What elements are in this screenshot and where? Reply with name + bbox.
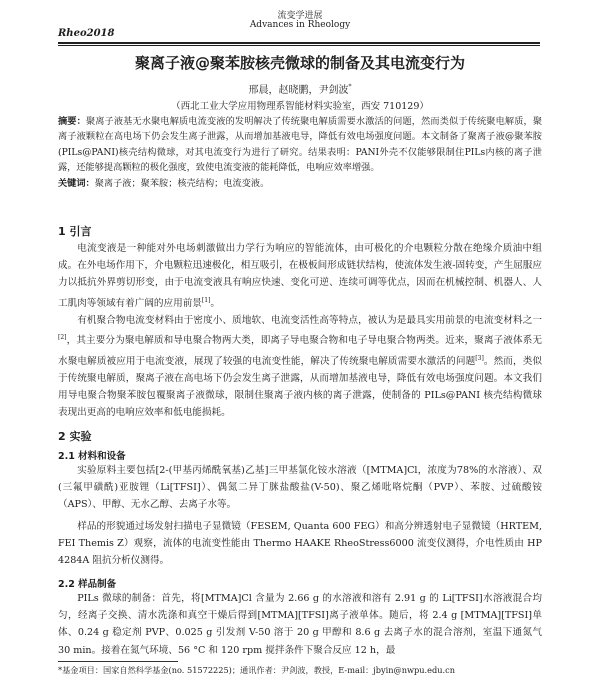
equipment-paragraph: 样品的形貌通过场发射扫描电子显微镜（FESEM, Quanta 600 FEG）和高分辨透射电子显微镜（HRTEM, FEI Themis Z）观察，流体的电流变性能由 Thermo HAAKE RheoStress6000 流变仪测得，介电性质由 HP 4284A 阻抗分析仪测得。 — [58, 520, 542, 567]
intro-paragraph-2b: ，其主要分为聚电解质和导电聚合物两大类，即离子导电聚合物和电子导电聚合物两类。近来，聚离子液体系无水聚电解质被应用于电流变液，展现了较强的电流变性能，解决了传统聚电解质需要水激活的问题 — [58, 335, 542, 367]
header-rule-thin — [58, 45, 540, 46]
footnote: *基金项目：国家自然科学基金(no. 51572225)；通讯作者：尹剑波，教授，E-mail：jbyin@nwpu.edu.cn — [58, 665, 455, 675]
subsection-heading-preparation: 2.2 样品制备 — [58, 579, 117, 590]
journal-logo: Rheo2018 — [58, 28, 115, 39]
abstract — [58, 114, 542, 191]
materials-body — [58, 462, 542, 569]
keywords-label: 关键词： — [58, 177, 95, 189]
citation-2: [2] — [58, 334, 67, 342]
section-heading-intro: 1 引言 — [58, 225, 92, 238]
citation-1: [1] — [201, 296, 211, 304]
affiliation: （西北工业大学应用物理系智能材料实验室，西安 710129） — [171, 101, 429, 112]
intro-paragraph-2a: 有机聚合物电流变材料由于密度小、质地软、电流变活性高等特点，被认为是最具实用前景的电流变材料之一 — [77, 315, 542, 326]
header-rule — [58, 42, 540, 44]
journal-name-en: Advances in Rheology — [249, 20, 351, 30]
author-mark: * — [348, 83, 352, 91]
author-names: 邢晨，赵晓鹏，尹剑波 — [248, 85, 349, 96]
journal-name-cn: 流变学进展 — [277, 11, 323, 21]
paper-title: 聚离子液@聚苯胺核壳微球的制备及其电流变行为 — [134, 54, 465, 72]
intro-paragraph-1: 电流变液是一种能对外电场刺激做出力学行为响应的智能流体，由可极化的介电颗粒分散在绝缘介质油中组成。在外电场作用下，介电颗粒迅速极化，相互吸引，在极板间形成链状结构，使流体发生液-固转变，产生屈服应力以抵抗外界剪切形变，由于电流变液具有响应快速、变化可逆、连续可调等优点，因而在机械控制、机器人、人工肌肉等领域有着广阔的应用前景 — [58, 243, 542, 309]
intro-paragraph-2c: 。然而，类似于传统聚电解质，聚离子液在高电场下仍会发生离子泄露，从而增加基液电导，降低有效电场强度问题。本文我们用导电聚合物聚苯胺包覆聚离子液微球，限制住聚离子液内核的离子泄露，使制备的 PILs@PANI 核壳结构微球表现出更高的电响应效率和低电能损耗。 — [58, 355, 543, 419]
preparation-body — [58, 590, 542, 659]
author-list — [0, 81, 600, 96]
section-heading-experiment: 2 实验 — [58, 430, 92, 443]
subsection-heading-materials: 2.1 材料和设备 — [58, 451, 126, 462]
preparation-paragraph: PILs 微球的制备：首先，将[MTMA]Cl 含量为 2.66 g 的水溶液和溶有 2.91 g 的 Li[TFSI]水溶液混合均匀，经离子交换、清水洗涤和真空干燥后得到[MTMA][TFSI]离子液单体。随后，将 2.4 g [MTMA][TFSI]单体、0.24 g 稳定剂 PVP、0.025 g 引发剂 V-50 溶于 20 g 甲醇和 8.6 g 去离子水的混合溶剂，室温下通氮气 30 min。接着在氮气环境、56 °C 和 120 rpm 搅拌条件下聚合反应 12 h，最 — [58, 593, 542, 656]
intro-body: 电流变液是一种能对外电场刺激做出力学行为响应的智能流体，由可极化的介电颗粒分散在绝缘介质油中组成。在外电场作用下，介电颗粒迅速极化，相互吸引，在极板间形成链状结构，使流体发生液-固转变，产生屈服应力以抵抗外界剪切形变，由于电流变液具有响应快速、变化可逆、连续可调等优点，因而在机械控制、机器人、人工肌肉等领域有着广阔的应用前景[1]。 有机聚合物电流变材料由于密度小、质地软、电流变活性高等特点，被认为是最具实用前景的电流变材料之一[2]，其主要分为聚电解质和导电聚合物两大类，即离子导电聚合物和电子导电聚合物两类。近来，聚离子液体系无水聚电解质被应用于电流变液，展现了较强的电流变性能，解决了传统聚电解质需要水激活的问题[3]。然而，类似于传统聚电解质，聚离子液在高电场下仍会发生离子泄露，从而增加基液电导，降低有效电场强度问题。本文我们用导电聚合物聚苯胺包覆聚离子液微球，限制住聚离子液内核的离子泄露，使制备的 PILs@PANI 核壳结构微球表现出更高的电响应效率和低电能损耗。 — [58, 243, 543, 419]
citation-3: [3] — [475, 354, 484, 362]
abstract-label: 摘要： — [58, 116, 86, 127]
materials-paragraph: 实验原料主要包括[2-(甲基丙烯酰氧基)乙基]三甲基氯化铵水溶液（[MTMA]Cl，浓度为78%的水溶液）、双(三氟甲磺酰)亚胺锂（Li[TFSI]）、偶氮二异丁脒盐酸盐(V-50)、聚乙烯吡咯烷酮（PVP）、苯胺、过硫酸铵（APS）、甲醇、无水乙醇、去离子水等。 — [58, 465, 542, 511]
abstract-text: 聚离子液基无水聚电解质电流变液的发明解决了传统聚电解质需要水激活的问题，然而类似于传统聚电解质，聚离子液颗粒在高电场下仍会发生离子泄露，从而增加基液电导，降低有效电场强度问题。本文制备了聚离子液@聚苯胺(PILs@PANI)核壳结构微球，对其电流变行为进行了研究。结果表明：PANI外壳不仅能够限制住PILs内核的离子泄露，还能够提高颗粒的极化强度，致使电流变液的能耗降低，电响应效率增强。 — [58, 116, 543, 174]
footnote-rule — [58, 661, 178, 662]
keywords-text: 聚离子液；聚苯胺；核壳结构；电流变液。 — [94, 177, 270, 189]
